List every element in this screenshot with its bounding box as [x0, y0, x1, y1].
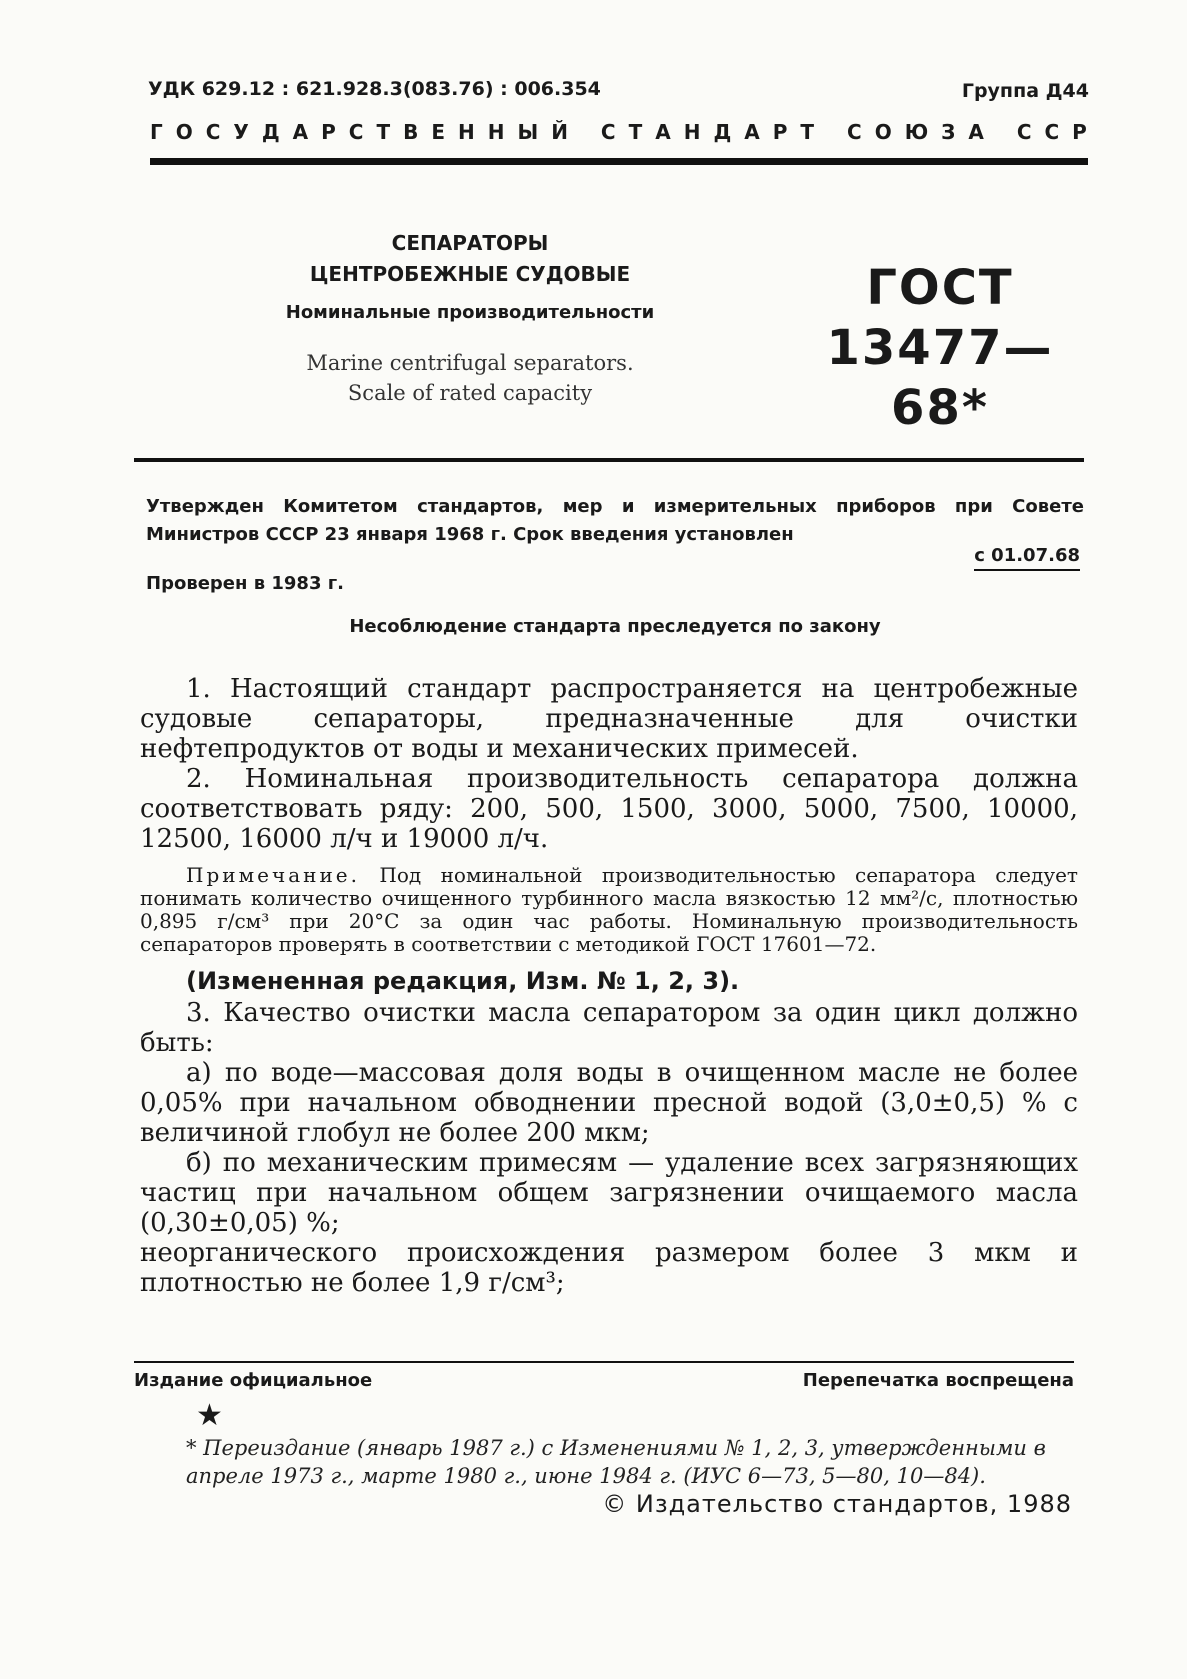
reprint-notice: Перепечатка воспрещена	[802, 1370, 1074, 1391]
effective-date: с 01.07.68	[974, 545, 1080, 571]
copyright: © Издательство стандартов, 1988	[602, 1490, 1072, 1518]
checked-year: Проверен в 1983 г.	[146, 573, 344, 594]
approval-text: Утвержден Комитетом стандартов, мер и измерительных приборов при Совете Министров СССР 23 января 1968 г. Срок введения установлен	[146, 496, 1084, 545]
state-standard-heading: ГОСУДАРСТВЕННЫЙ СТАНДАРТ СОЮЗА ССР	[150, 120, 1100, 144]
group-code: Группа Д44	[961, 80, 1089, 102]
clause-1: 1. Настоящий стандарт распространяется на центробежные судовые сепараторы, предназначенные для очистки нефтепродуктов от воды и механических примесей.	[140, 674, 1078, 764]
law-notice: Несоблюдение стандарта преследуется по закону	[349, 616, 881, 637]
english-title-line-1: Marine centrifugal separators.	[306, 351, 634, 375]
title-rule	[134, 458, 1084, 462]
clause-3b: б) по механическим примесям — удаление всех загрязняющих частиц при начальном общем загрязнении очищаемого масла (0,30±0,05) %;	[140, 1148, 1078, 1238]
clause-1-2	[140, 674, 1078, 854]
footer-rule	[134, 1361, 1074, 1363]
clause-3	[140, 998, 1078, 1298]
clause-3-intro: 3. Качество очистки масла сепаратором за один цикл должно быть:	[140, 998, 1078, 1058]
gost-designation	[820, 258, 1060, 438]
gost-label: ГОСТ	[866, 260, 1014, 316]
changed-edition: (Измененная редакция, Изм. № 1, 2, 3).	[186, 967, 740, 995]
clause-2: 2. Номинальная производительность сепаратора должна соответствовать ряду: 200, 500, 1500, 3000, 5000, 7500, 10000, 12500, 16000 л/ч и 19000 л/ч.	[140, 764, 1078, 854]
document-subtitle: Номинальные производительности	[285, 302, 655, 323]
english-title	[260, 348, 680, 408]
udk-code: УДК 629.12 : 621.928.3(083.76) : 006.354	[148, 78, 601, 100]
title-line-1: СЕПАРАТОРЫ	[391, 231, 549, 255]
official-edition: Издание официальное	[134, 1370, 373, 1391]
gost-number: 13477—68*	[826, 320, 1054, 436]
header-rule	[150, 158, 1088, 165]
note	[140, 864, 1078, 956]
english-title-line-2: Scale of rated capacity	[347, 381, 593, 405]
clause-3a: а) по воде—массовая доля воды в очищенном масле не более 0,05% при начальном обводнении пресной водой (3,0±0,5) % с величиной глобул не более 200 мкм;	[140, 1058, 1078, 1148]
title-line-2: ЦЕНТРОБЕЖНЫЕ СУДОВЫЕ	[309, 262, 631, 286]
star-icon: ★	[196, 1398, 223, 1433]
document-title	[260, 228, 680, 290]
note-label: Примечание.	[186, 863, 360, 887]
reissue-footnote: * Переиздание (январь 1987 г.) с Изменениями № 1, 2, 3, утвержденными в апреле 1973 г., марте 1980 г., июне 1984 г. (ИУС 6—73, 5—80, 10—84).	[186, 1436, 1046, 1488]
clause-3c: неорганического происхождения размером более 3 мкм и плотностью не более 1,9 г/см³;	[140, 1238, 1078, 1298]
note-text: Под номинальной производительностью сепаратора следует понимать количество очищенного турбинного масла вязкостью 12 мм²/с, плотностью 0,895 г/см³ при 20°С за один час работы. Номинальную производительность сепараторов проверять в соответствии с методикой ГОСТ 17601—72.	[140, 863, 1078, 956]
